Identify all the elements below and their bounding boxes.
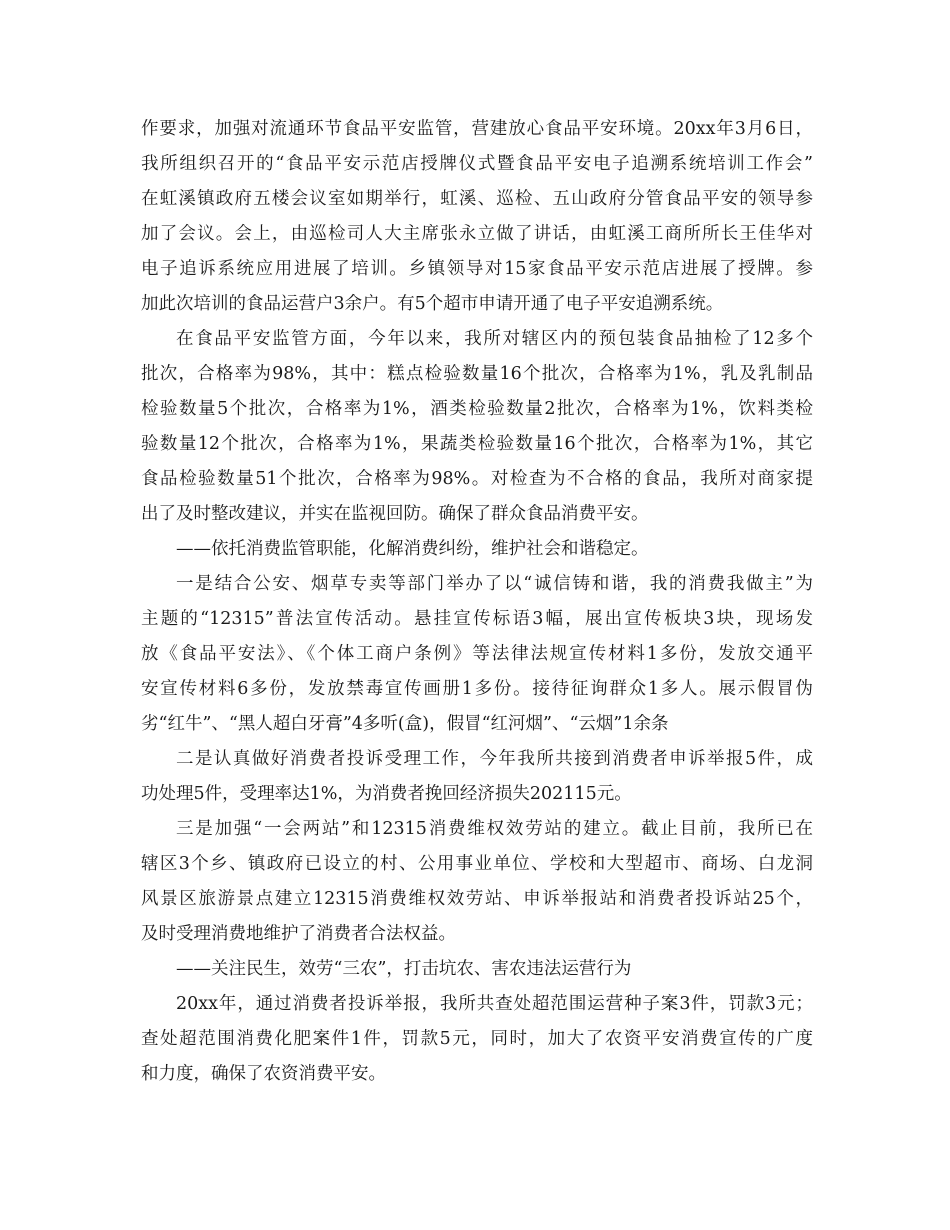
text-line: 作要求，加强对流通环节食品平安监管，营建放心食品平安环境。20xx年3月6日， (141, 119, 813, 139)
paragraph-first-line: 二是认真做好消费者投诉受理工作，今年我所共接到消费者申诉举报5件，成 (176, 749, 813, 769)
text-line: 验数量12个批次，合格率为1%，果蔬类检验数量16个批次，合格率为1%，其它 (141, 434, 813, 454)
text-line: 食品检验数量51个批次，合格率为98%。对检查为不合格的食品，我所对商家提 (141, 469, 813, 489)
text-line: 检验数量5个批次，合格率为1%，酒类检验数量2批次，合格率为1%，饮料类检 (141, 399, 813, 419)
text-line: 辖区3个乡、镇政府已设立的村、公用事业单位、学校和大型超市、商场、白龙洞 (141, 854, 813, 874)
paragraph-first-line: 一是结合公安、烟草专卖等部门举办了以“诚信铸和谐，我的消费我做主”为 (176, 574, 813, 594)
text-line: 电子追诉系统应用进展了培训。乡镇领导对15家食品平安示范店进展了授牌。参 (141, 259, 813, 279)
text-line: 查处超范围消费化肥案件1件，罚款5元，同时，加大了农资平安消费宣传的广度 (141, 1029, 813, 1049)
text-line: 劣“红牛”、“黑人超白牙膏”4多听(盒)，假冒“红河烟”、“云烟”1余条 (141, 714, 669, 734)
text-line: 我所组织召开的“食品平安示范店授牌仪式暨食品平安电子追溯系统培训工作会” (141, 154, 813, 174)
text-line: 和力度，确保了农资消费平安。 (141, 1064, 386, 1084)
paragraph-first-line: 三是加强“一会两站”和12315消费维权效劳站的建立。截止目前，我所已在 (176, 819, 813, 839)
text-line: 加此次培训的食品运营户3余户。有5个超市申请开通了电子平安追溯系统。 (141, 294, 724, 314)
text-line: 风景区旅游景点建立12315消费维权效劳站、申诉举报站和消费者投诉站25个， (141, 889, 813, 909)
text-line: 及时受理消费地维护了消费者合法权益。 (141, 924, 456, 944)
section-heading: ——关注民生，效劳“三农”，打击坑农、害农违法运营行为 (176, 959, 632, 979)
text-line: 出了及时整改建议，并实在监视回防。确保了群众食品消费平安。 (141, 504, 649, 524)
text-line: 安宣传材料6多份，发放禁毒宣传画册1多份。接待征询群众1多人。展示假冒伪 (141, 679, 813, 699)
text-line: 加了会议。会上，由巡检司人大主席张永立做了讲话，由虹溪工商所所长王佳华对 (141, 224, 813, 244)
text-line: 放《食品平安法》、《个体工商户条例》等法律法规宣传材料1多份，发放交通平 (141, 644, 813, 664)
text-line: 在虹溪镇政府五楼会议室如期举行，虹溪、巡检、五山政府分管食品平安的领导参 (141, 189, 813, 209)
paragraph-first-line: 20xx年，通过消费者投诉举报，我所共查处超范围运营种子案3件，罚款3元； (176, 994, 813, 1014)
text-line: 功处理5件，受理率达1%，为消费者挽回经济损失202115元。 (141, 784, 632, 804)
section-heading: ——依托消费监管职能，化解消费纠纷，维护社会和谐稳定。 (176, 539, 649, 559)
text-line: 主题的“12315”普法宣传活动。悬挂宣传标语3幅，展出宣传板块3块，现场发 (141, 609, 813, 629)
document-body (141, 112, 813, 1092)
text-line: 批次，合格率为98%，其中：糕点检验数量16个批次，合格率为1%，乳及乳制品 (141, 364, 813, 384)
paragraph-first-line: 在食品平安监管方面，今年以来，我所对辖区内的预包装食品抽检了12多个 (176, 329, 813, 349)
